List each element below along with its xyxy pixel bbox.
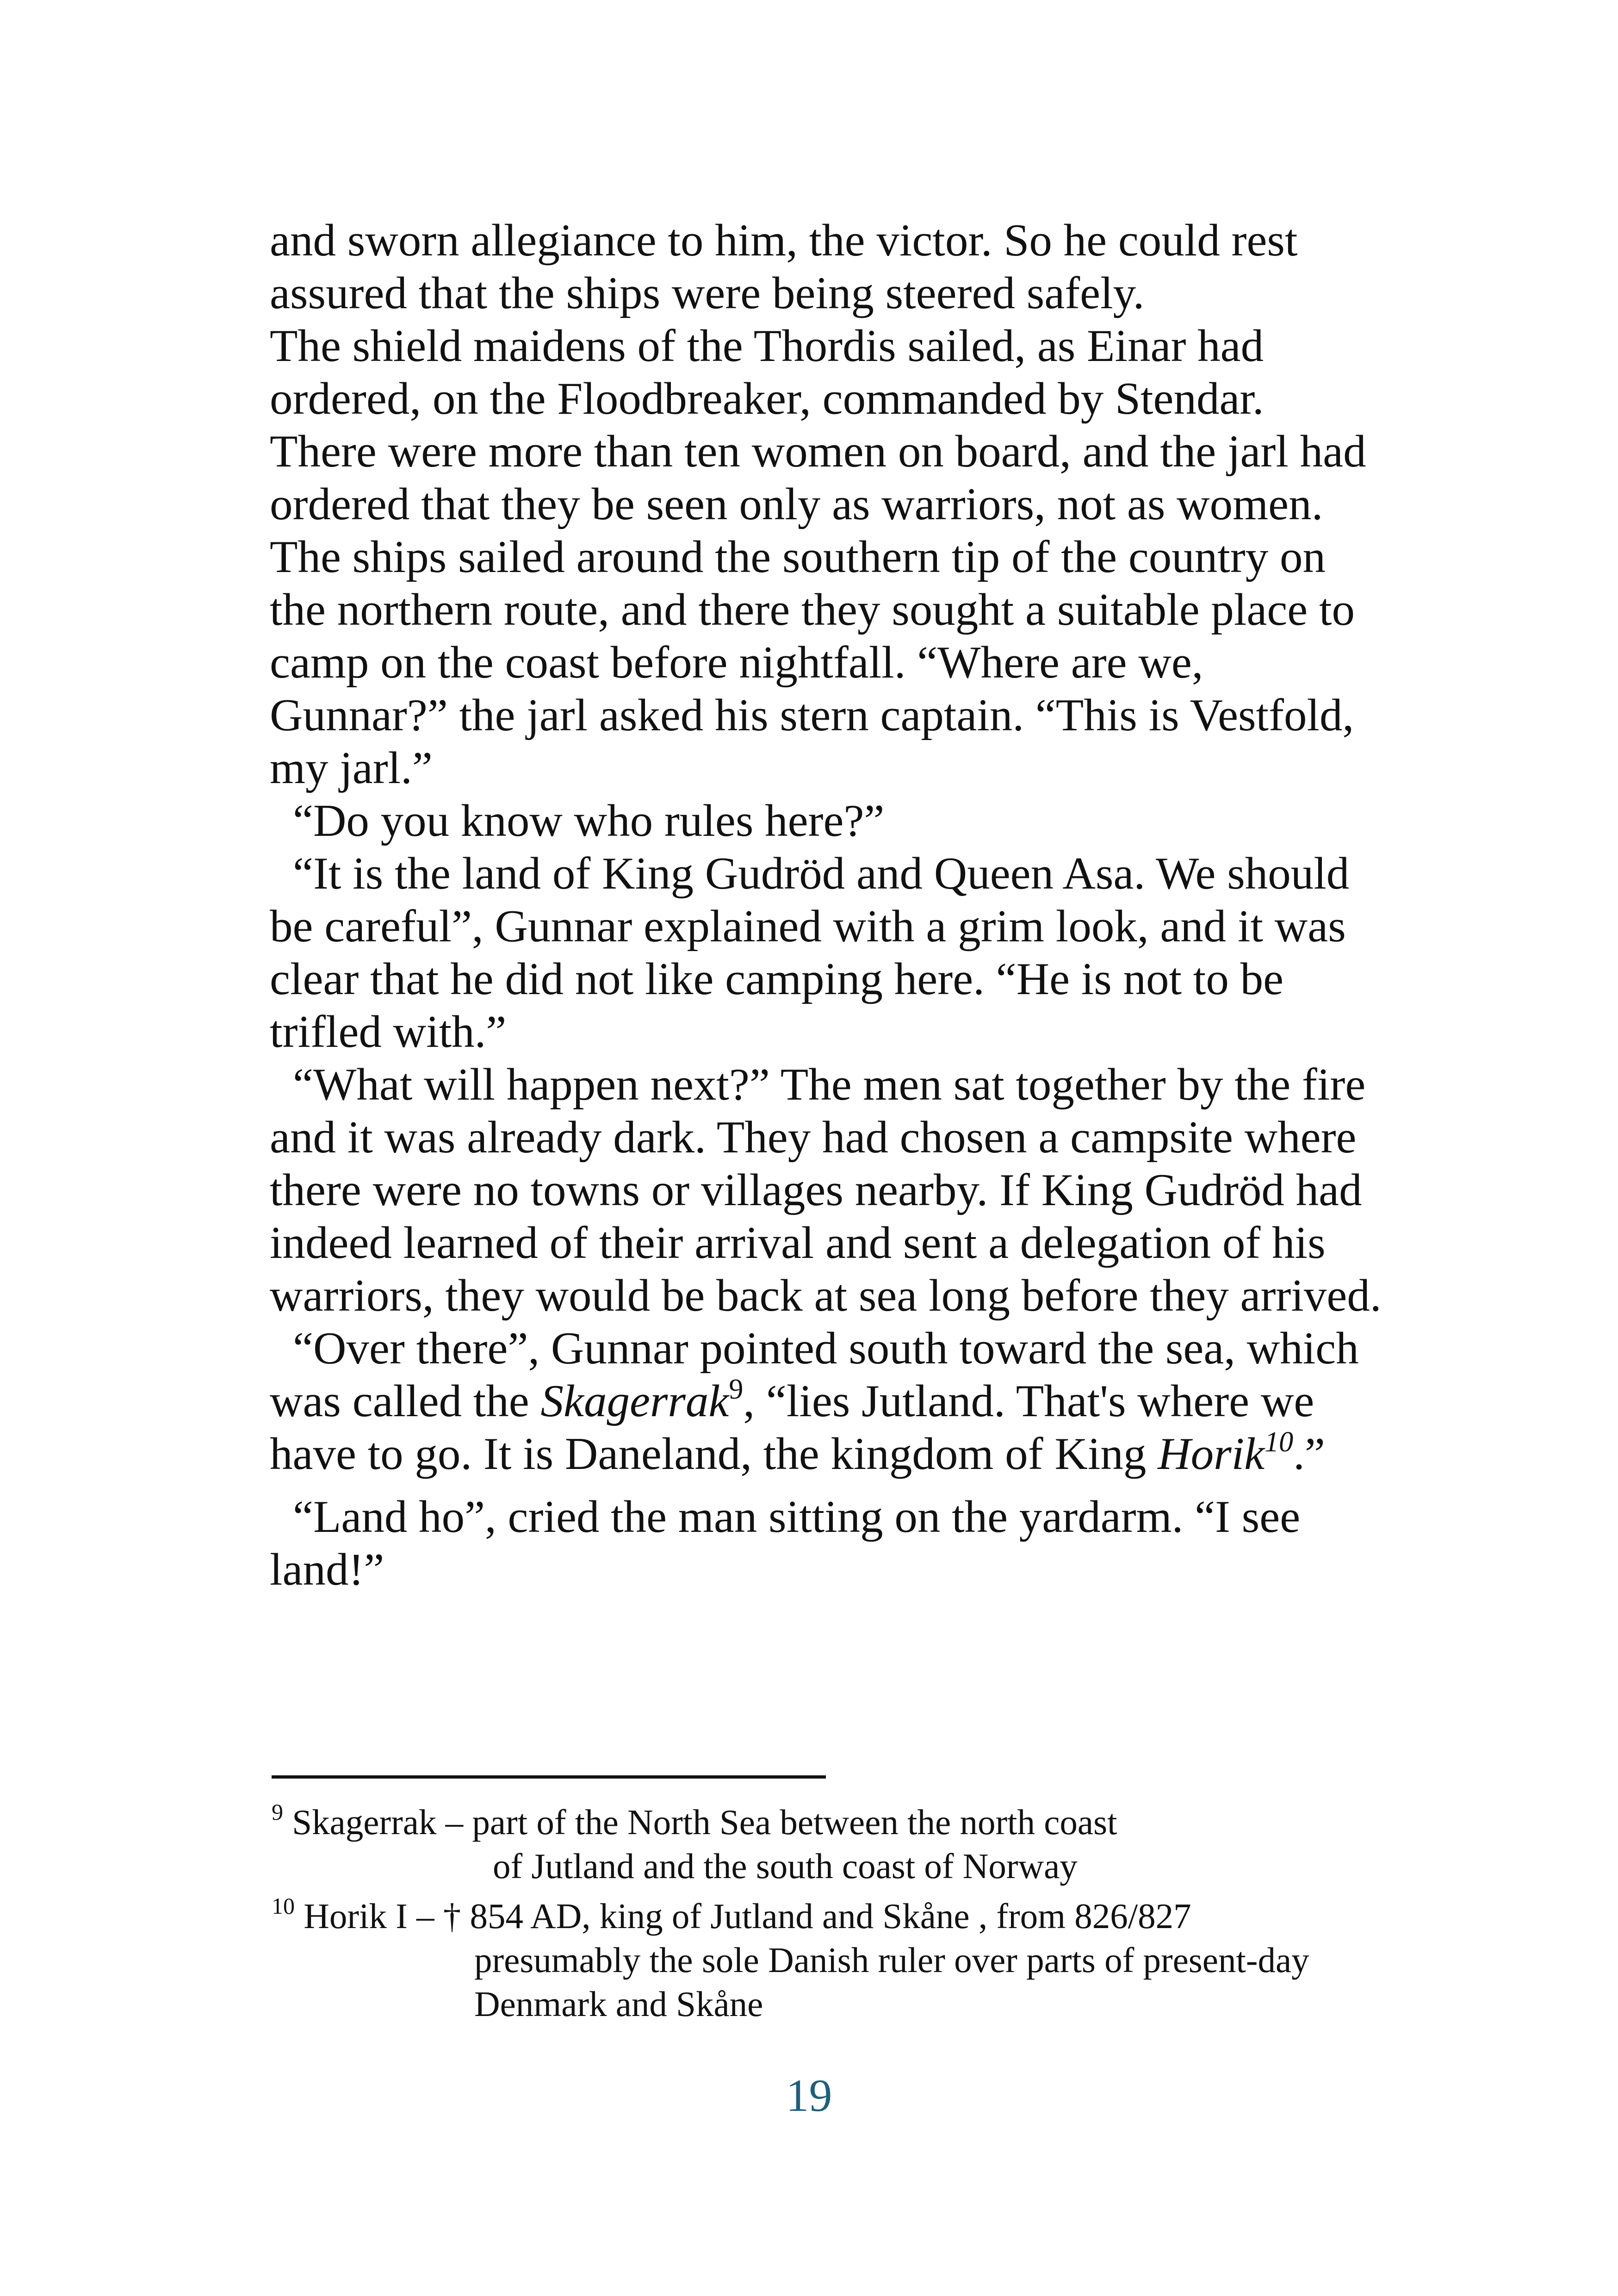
text-line: trifled with.” bbox=[270, 1007, 507, 1057]
footnote-line: Denmark and Skåne bbox=[474, 1984, 763, 2024]
term-horik: Horik bbox=[1158, 1429, 1265, 1479]
footnote-ref-9[interactable]: 9 bbox=[729, 1374, 744, 1405]
footnote-text: Skagerrak – part of the North Sea between the north coast bbox=[283, 1802, 1117, 1842]
text-line: “Over there”, Gunnar pointed south toward the sea, which bbox=[293, 1323, 1359, 1374]
text-fragment: , “lies Jutland. That's where we bbox=[743, 1376, 1314, 1426]
footnote-line: of Jutland and the south coast of Norway bbox=[493, 1846, 1078, 1886]
text-line: my jarl.” bbox=[270, 743, 433, 793]
footnote-line: presumably the sole Danish ruler over parts of present-day bbox=[474, 1940, 1309, 1980]
footnote-line bbox=[272, 1894, 1410, 1938]
text-fragment: was called the bbox=[270, 1376, 541, 1426]
term-skagerrak: Skagerrak bbox=[540, 1376, 729, 1426]
text-line-horik bbox=[270, 1428, 1408, 1481]
text-line: clear that he did not like camping here. “He is not to be bbox=[270, 954, 1284, 1004]
footnote-separator bbox=[272, 1775, 826, 1779]
text-line: land!” bbox=[270, 1544, 384, 1595]
text-fragment: have to go. It is Daneland, the kingdom of King bbox=[270, 1429, 1158, 1479]
text-line: be careful”, Gunnar explained with a grim look, and it was bbox=[270, 901, 1346, 952]
text-line: ordered, on the Floodbreaker, commanded by Stendar. bbox=[270, 373, 1264, 424]
footnote-line bbox=[272, 1800, 1410, 1844]
footnotes bbox=[272, 1800, 1410, 2026]
text-line: assured that the ships were being steered safely. bbox=[270, 268, 1145, 318]
text-line: “Land ho”, cried the man sitting on the yardarm. “I see bbox=[293, 1492, 1301, 1542]
text-line: ordered that they be seen only as warriors, not as women. bbox=[270, 479, 1323, 529]
footnote-number: 10 bbox=[272, 1893, 295, 1919]
text-line: There were more than ten women on board, and the jarl had bbox=[270, 426, 1366, 477]
text-line: indeed learned of their arrival and sent a delegation of his bbox=[270, 1218, 1326, 1268]
text-fragment: .” bbox=[1293, 1429, 1325, 1479]
text-line: The shield maidens of the Thordis sailed, as Einar had bbox=[270, 321, 1264, 371]
main-text bbox=[270, 214, 1408, 1596]
footnote-number: 9 bbox=[272, 1799, 283, 1825]
text-line: there were no towns or villages nearby. If King Gudröd had bbox=[270, 1165, 1362, 1215]
text-line: warriors, they would be back at sea long before they arrived. bbox=[270, 1270, 1382, 1321]
page-number: 19 bbox=[786, 2070, 832, 2121]
text-line: and sworn allegiance to him, the victor. So he could rest bbox=[270, 215, 1298, 266]
footnote-ref-10-number: 10 bbox=[1265, 1426, 1294, 1458]
text-line: The ships sailed around the southern tip of the country on bbox=[270, 532, 1326, 582]
text-line: and it was already dark. They had chosen a campsite where bbox=[270, 1112, 1357, 1163]
footnote-text: Horik I – † 854 AD, king of Jutland and Skåne , from 826/827 bbox=[295, 1896, 1191, 1936]
text-line: the northern route, and there they sought a suitable place to bbox=[270, 585, 1355, 635]
text-line-skagerrak bbox=[270, 1375, 1408, 1428]
footnote-ref-10[interactable] bbox=[1265, 1426, 1293, 1458]
footnote-9 bbox=[272, 1800, 1410, 1888]
text-line: Gunnar?” the jarl asked his stern captain. “This is Vestfold, bbox=[270, 690, 1354, 740]
text-line: “Do you know who rules here?” bbox=[293, 796, 885, 846]
text-line: “What will happen next?” The men sat together by the fire bbox=[293, 1059, 1366, 1110]
text-line: “It is the land of King Gudröd and Queen Asa. We should bbox=[293, 848, 1350, 899]
text-line: camp on the coast before nightfall. “Where are we, bbox=[270, 637, 1203, 688]
footnote-10 bbox=[272, 1894, 1410, 2026]
